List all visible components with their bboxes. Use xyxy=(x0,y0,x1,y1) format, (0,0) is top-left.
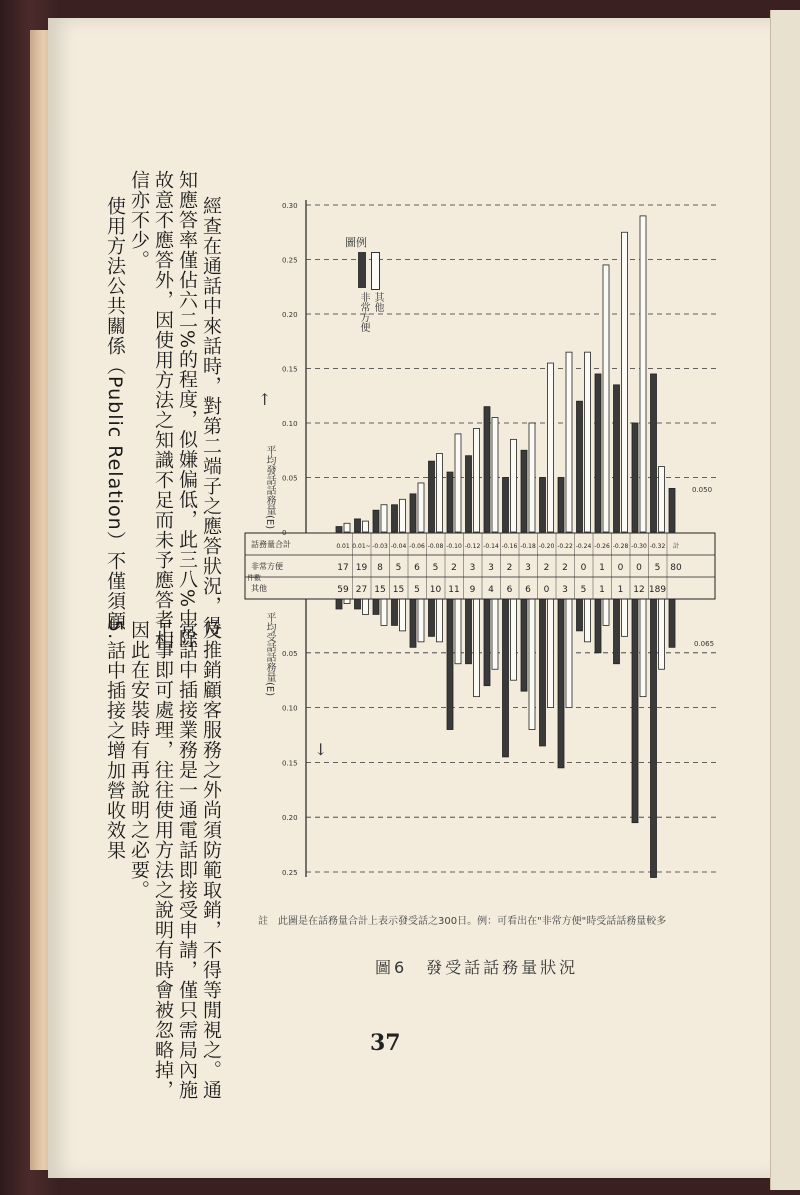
table-row-label: 非常方便 xyxy=(251,562,283,571)
bar-receive-light xyxy=(585,598,591,642)
legend-swatch-dark xyxy=(358,252,366,288)
table-cell: 2 xyxy=(451,563,457,573)
table-row-label: 話務量合計 xyxy=(251,540,291,549)
table-cell: 11 xyxy=(448,585,460,595)
table-cell: 2 xyxy=(506,563,513,573)
table-cell: 0.01 xyxy=(336,543,350,550)
table-cell: -0.10 xyxy=(446,543,462,550)
bar-send-light xyxy=(455,434,461,532)
bar-send-light xyxy=(529,423,535,532)
bar-send-light xyxy=(548,363,554,532)
table-cell: 12 xyxy=(633,585,645,595)
y-tick-lower: 0.20 xyxy=(282,814,298,823)
table-cell: 3 xyxy=(469,563,476,573)
bar-send-dark xyxy=(651,374,657,532)
bar-receive-dark xyxy=(521,598,527,691)
bar-receive-light xyxy=(492,598,498,669)
bar-receive-light xyxy=(659,598,665,669)
table-cell: 計 xyxy=(672,543,680,550)
table-cell: 5 xyxy=(395,563,402,573)
annotation-top: 0.050 xyxy=(692,486,713,494)
bar-receive-dark xyxy=(595,598,601,653)
table-cell: 0 xyxy=(636,563,642,573)
body-text-col-3: 故意不應答外，因使用方法之知識不足而未予應答者相 xyxy=(152,170,174,650)
arrow-down-icon: ↓ xyxy=(314,740,328,759)
table-cell: 15 xyxy=(392,585,405,595)
table-cell: 9 xyxy=(469,585,476,595)
bar-send-light xyxy=(400,499,406,532)
y-tick-upper: 0.20 xyxy=(282,311,298,319)
bar-send-light xyxy=(603,265,609,532)
body-text-col-8: 工事即可處理，往往使用方法之說明有時會被忽略掉， xyxy=(152,620,174,1100)
bar-send-dark xyxy=(466,456,472,532)
table-cell: 0 xyxy=(543,585,550,595)
bar-send-light xyxy=(363,521,369,532)
table-cell: 6 xyxy=(506,585,513,595)
table-cell: 80 xyxy=(670,563,682,573)
table-cell: 5 xyxy=(432,563,439,573)
bar-receive-light xyxy=(455,598,461,664)
axis-lower-label: 平均受話話務量(E) xyxy=(264,612,275,697)
bar-receive-dark xyxy=(447,598,453,730)
y-tick-lower: 0.15 xyxy=(282,759,298,768)
bar-receive-light xyxy=(529,598,535,730)
table-cell: 1 xyxy=(599,585,605,595)
bar-receive-dark xyxy=(540,598,546,746)
bar-send-dark xyxy=(392,505,398,532)
bar-send-dark xyxy=(540,478,546,533)
bar-send-light xyxy=(585,352,591,532)
y-tick-upper: 0.25 xyxy=(282,256,298,265)
bar-send-light xyxy=(566,352,572,532)
table-cell: 3 xyxy=(488,563,494,573)
table-cell: -0.18 xyxy=(520,543,536,550)
table-cell: 6 xyxy=(414,563,420,573)
bar-receive-light xyxy=(400,598,406,631)
table-cell: 5 xyxy=(580,585,587,595)
bar-send-dark xyxy=(614,385,620,532)
table-cell: -0.04 xyxy=(390,543,407,550)
bar-send-light xyxy=(511,439,517,532)
bar-receive-dark xyxy=(503,598,509,757)
table-cell: -0.24 xyxy=(575,543,592,550)
y-tick-lower: 0.05 xyxy=(282,649,298,658)
legend-item-1: 非常方便 xyxy=(358,292,369,332)
bar-receive-dark xyxy=(614,598,620,664)
bar-receive-dark xyxy=(336,598,342,609)
axis-upper-label: 平均發話話務量(E) xyxy=(264,445,275,530)
body-text-col-7: 常話中插接業務是一通電話即接受申請，僅只需局內施 xyxy=(176,620,198,1100)
table-group-label: 件數 xyxy=(247,574,261,582)
table-cell: 17 xyxy=(337,563,349,573)
table-cell: 8 xyxy=(377,563,383,573)
legend-item-2: 其他 xyxy=(372,292,383,312)
table-cell: -0.06 xyxy=(409,543,425,550)
table-cell: 15 xyxy=(374,585,386,595)
y-tick-lower: 0.10 xyxy=(282,704,298,713)
arrow-up-icon: ↑ xyxy=(258,390,272,409)
table-cell: -0.30 xyxy=(631,543,647,550)
table-cell: 6 xyxy=(525,585,531,595)
y-tick-upper: 0.15 xyxy=(282,365,298,374)
bar-receive-light xyxy=(548,598,554,708)
bar-receive-dark xyxy=(373,598,379,614)
bar-receive-dark xyxy=(410,598,416,647)
y-tick-upper: 0.05 xyxy=(282,474,298,483)
table-cell: 1 xyxy=(617,585,624,595)
bar-receive-dark xyxy=(355,598,361,609)
legend-swatch-light xyxy=(371,252,380,290)
body-text-col-5: 使用方法公共關係（Public Relation）不僅須顧 xyxy=(104,196,126,631)
table-cell: 0 xyxy=(580,563,587,573)
body-text-col-9: 因此在安裝時有再說明之必要。 xyxy=(128,620,150,900)
table-cell: 1 xyxy=(599,563,605,573)
bar-send-light xyxy=(437,454,443,532)
y-tick-upper: 0.10 xyxy=(282,420,298,428)
bar-send-dark xyxy=(373,510,379,532)
bar-send-dark xyxy=(669,488,675,532)
table-cell: 5 xyxy=(414,585,420,595)
table-cell: -0.14 xyxy=(483,543,499,550)
table-cell: 189 xyxy=(648,585,667,595)
table-cell: 4 xyxy=(488,585,494,595)
table-cell: 2 xyxy=(543,563,550,573)
bar-receive-dark xyxy=(466,598,472,664)
table-row-label: 其他 xyxy=(251,584,267,593)
bar-send-dark xyxy=(595,374,601,532)
bar-send-light xyxy=(381,505,387,532)
table-cell: 19 xyxy=(355,563,368,573)
table-cell: 3 xyxy=(562,585,568,595)
table-cell: -0.08 xyxy=(427,543,444,550)
bar-receive-light xyxy=(566,598,572,708)
table-cell: -0.12 xyxy=(464,543,481,550)
bar-receive-light xyxy=(363,598,369,614)
bar-receive-light xyxy=(603,598,609,625)
bar-send-dark xyxy=(447,472,453,532)
bar-send-dark xyxy=(484,407,490,532)
legend-title: 圖例 xyxy=(345,236,367,249)
table-cell: 59 xyxy=(337,585,349,595)
table-cell: -0.16 xyxy=(501,543,518,550)
bar-receive-light xyxy=(381,598,387,625)
bar-receive-light xyxy=(437,598,443,642)
y-tick-upper: 0.30 xyxy=(282,202,298,210)
bar-send-dark xyxy=(521,450,527,532)
bar-send-dark xyxy=(632,423,638,532)
table-cell: 0.01~ xyxy=(352,543,371,550)
table-cell: -0.32 xyxy=(649,543,666,550)
page-number: 37 xyxy=(370,1030,401,1056)
annotation-bottom: 0.065 xyxy=(694,640,715,648)
bar-receive-dark xyxy=(669,598,675,647)
bar-send-light xyxy=(622,232,628,532)
bar-send-light xyxy=(418,483,424,532)
bar-receive-light xyxy=(622,598,628,636)
count-table xyxy=(245,533,715,599)
body-text-col-4: 信亦不少。 xyxy=(128,170,150,270)
table-cell: -0.26 xyxy=(594,543,610,550)
table-cell: 5 xyxy=(654,563,661,573)
bar-send-dark xyxy=(503,478,509,533)
bar-receive-dark xyxy=(651,598,657,877)
bar-receive-dark xyxy=(484,598,490,686)
bar-send-dark xyxy=(577,401,583,532)
bar-send-light xyxy=(344,523,350,532)
bar-receive-light xyxy=(640,598,646,697)
bar-send-dark xyxy=(336,527,342,532)
body-text-col-6: 及推銷顧客服務之外尚須防範取銷，不得等閒視之。通 xyxy=(200,620,222,1100)
y-tick-upper: 0 xyxy=(282,529,287,537)
table-cell: 3 xyxy=(525,563,531,573)
bar-send-dark xyxy=(410,494,416,532)
bar-send-dark xyxy=(558,478,564,533)
table-cell: 27 xyxy=(355,585,368,595)
bar-send-light xyxy=(640,216,646,532)
bar-send-light xyxy=(474,428,480,532)
bar-send-dark xyxy=(355,519,361,532)
table-cell: 0 xyxy=(617,563,624,573)
bar-send-dark xyxy=(429,461,435,532)
body-text-col-2: 知應答率僅佔六二%的程度，似嫌偏低，此三八%中除 xyxy=(176,170,198,649)
table-cell: 10 xyxy=(429,585,442,595)
bar-receive-dark xyxy=(577,598,583,631)
figure-caption: 圖6 發受話話務量狀況 xyxy=(375,958,579,977)
bar-receive-light xyxy=(418,598,424,642)
bar-send-light xyxy=(492,418,498,532)
bar-receive-dark xyxy=(558,598,564,768)
table-cell: -0.28 xyxy=(612,543,629,550)
bar-receive-light xyxy=(474,598,480,697)
table-cell: -0.22 xyxy=(557,543,573,550)
body-text-col-1: 經查在通話中來話時，對第二端子之應答狀況，得 xyxy=(200,196,222,636)
bar-receive-dark xyxy=(429,598,435,636)
bar-receive-light xyxy=(511,598,517,680)
bar-receive-dark xyxy=(392,598,398,625)
figure-note: 註 此圖是在話務量合計上表示發受話之300日。例：可看出在"非常方便"時受話話務量較多 xyxy=(258,916,667,927)
table-cell: 2 xyxy=(562,563,568,573)
y-tick-lower: 0.25 xyxy=(282,869,298,877)
table-cell: -0.20 xyxy=(538,543,555,550)
bar-send-light xyxy=(659,467,665,532)
body-text-col-10: 5.話中插接之增加營收效果 xyxy=(104,620,126,861)
bar-receive-dark xyxy=(632,598,638,823)
table-cell: -0.03 xyxy=(372,543,388,550)
